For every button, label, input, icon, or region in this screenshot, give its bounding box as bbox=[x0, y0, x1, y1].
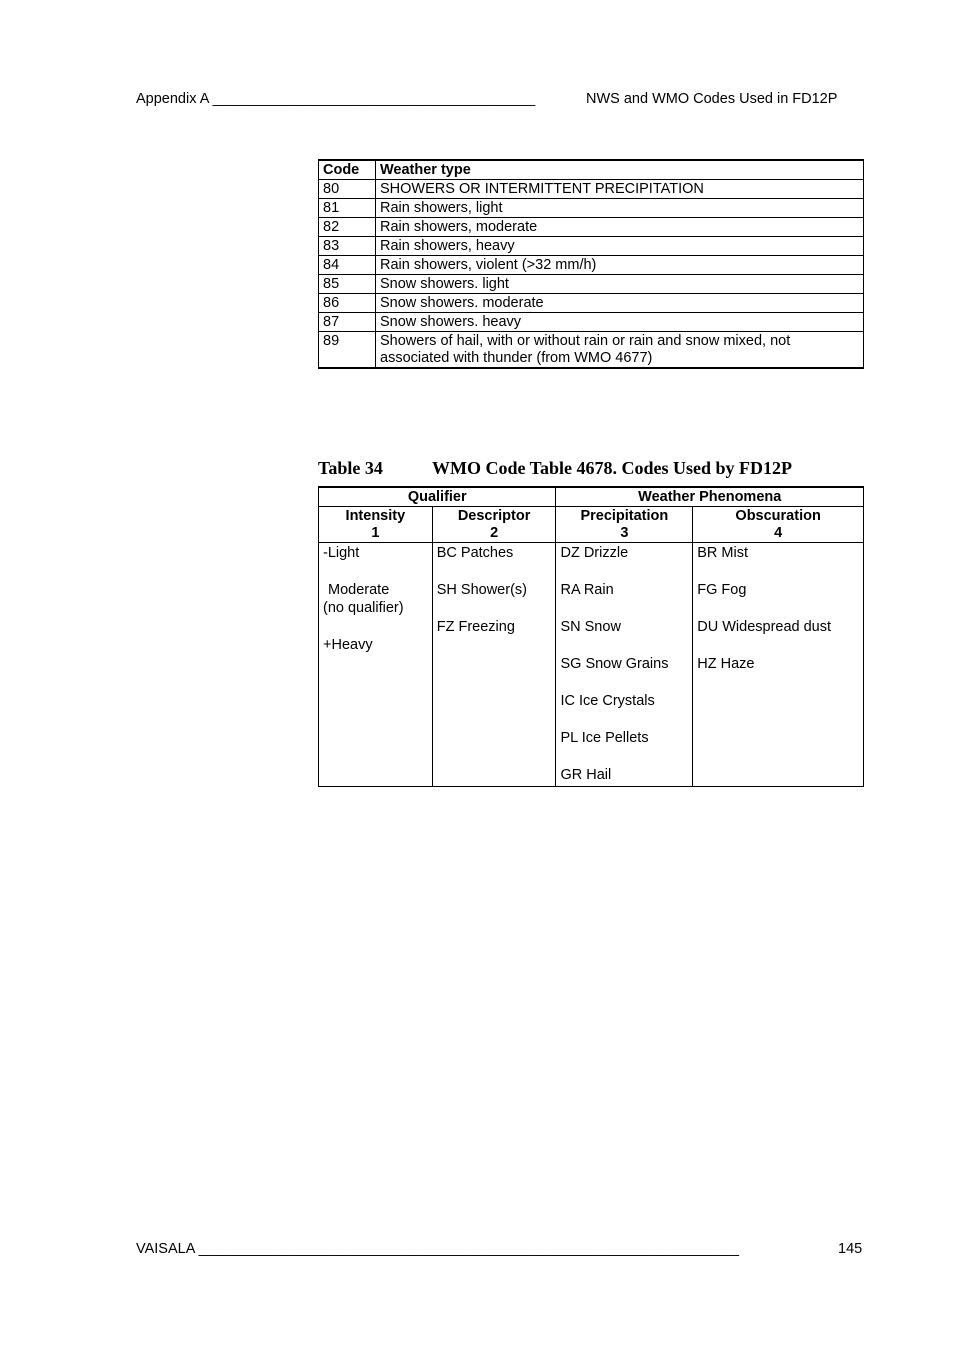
page-header-left: Appendix A ________________________________________ bbox=[136, 91, 536, 107]
list-item: SG Snow Grains bbox=[560, 656, 669, 672]
table-row bbox=[319, 180, 864, 199]
list-item-line: Moderate bbox=[328, 582, 390, 598]
code-cell: 87 bbox=[319, 313, 376, 332]
table-row bbox=[319, 237, 864, 256]
page-footer-left: VAISALA ___________________________________________________________________ bbox=[136, 1241, 739, 1257]
weather-type-cell: Rain showers, moderate bbox=[376, 218, 864, 237]
list-item: SN Snow bbox=[560, 619, 621, 635]
list-item: FG Fog bbox=[697, 582, 747, 598]
weather-codes-table bbox=[318, 159, 864, 369]
column-header-intensity bbox=[319, 507, 433, 543]
column-header-obscuration bbox=[693, 507, 864, 543]
code-cell: 86 bbox=[319, 294, 376, 313]
column-number: 2 bbox=[490, 525, 499, 541]
column-header-code: Code bbox=[319, 160, 376, 180]
column-number: 1 bbox=[371, 525, 380, 541]
intensity-cell bbox=[319, 543, 433, 787]
list-item: GR Hail bbox=[560, 767, 612, 783]
group-header-weather-phenomena: Weather Phenomena bbox=[556, 487, 864, 507]
list-item: RA Rain bbox=[560, 582, 614, 598]
table-row bbox=[319, 294, 864, 313]
list-item bbox=[323, 581, 428, 617]
code-cell: 89 bbox=[319, 332, 376, 369]
code-cell: 82 bbox=[319, 218, 376, 237]
code-cell: 81 bbox=[319, 199, 376, 218]
list-item: IC Ice Crystals bbox=[560, 693, 655, 709]
table-caption bbox=[318, 458, 793, 479]
code-cell: 84 bbox=[319, 256, 376, 275]
column-number: 4 bbox=[774, 525, 783, 541]
code-cell: 80 bbox=[319, 180, 376, 199]
weather-type-cell: Rain showers, light bbox=[376, 199, 864, 218]
list-item-line: (no qualifier) bbox=[323, 600, 404, 616]
page-header-right: NWS and WMO Codes Used in FD12P bbox=[586, 91, 838, 107]
code-cell: 85 bbox=[319, 275, 376, 294]
table-number: Table 34 bbox=[318, 458, 383, 478]
precipitation-cell bbox=[556, 543, 693, 787]
list-item: SH Shower(s) bbox=[436, 582, 527, 598]
weather-type-cell: Snow showers. moderate bbox=[376, 294, 864, 313]
column-header-descriptor bbox=[432, 507, 556, 543]
list-item: PL Ice Pellets bbox=[560, 730, 649, 746]
weather-type-cell: Snow showers. light bbox=[376, 275, 864, 294]
column-header-precipitation bbox=[556, 507, 693, 543]
column-number: 3 bbox=[620, 525, 629, 541]
column-header-row bbox=[319, 507, 864, 543]
table-row bbox=[319, 256, 864, 275]
obscuration-cell bbox=[693, 543, 864, 787]
table-header-row bbox=[319, 160, 864, 180]
column-name: Obscuration bbox=[735, 508, 821, 524]
table-row bbox=[319, 275, 864, 294]
weather-type-cell: SHOWERS OR INTERMITTENT PRECIPITATION bbox=[376, 180, 864, 199]
list-item: +Heavy bbox=[323, 637, 373, 653]
table-row bbox=[319, 313, 864, 332]
table-row bbox=[319, 543, 864, 787]
list-item: HZ Haze bbox=[697, 656, 755, 672]
group-header-qualifier: Qualifier bbox=[319, 487, 556, 507]
weather-type-cell: Rain showers, violent (>32 mm/h) bbox=[376, 256, 864, 275]
list-item: FZ Freezing bbox=[436, 619, 515, 635]
list-item: DU Widespread dust bbox=[697, 619, 832, 635]
list-item: DZ Drizzle bbox=[560, 545, 629, 561]
code-cell: 83 bbox=[319, 237, 376, 256]
column-name: Descriptor bbox=[457, 508, 531, 524]
descriptor-cell bbox=[432, 543, 556, 787]
table-row bbox=[319, 218, 864, 237]
group-header-row bbox=[319, 487, 864, 507]
list-item: BR Mist bbox=[697, 545, 748, 561]
table-title: WMO Code Table 4678. Codes Used by FD12P bbox=[432, 458, 793, 478]
weather-type-cell: Rain showers, heavy bbox=[376, 237, 864, 256]
table-row bbox=[319, 199, 864, 218]
column-name: Precipitation bbox=[580, 508, 669, 524]
column-name: Intensity bbox=[345, 508, 406, 524]
weather-type-cell: Showers of hail, with or without rain or rain and snow mixed, not associated with thunder (from WMO 4677) bbox=[376, 332, 864, 369]
wmo-code-table bbox=[318, 486, 864, 787]
table-row bbox=[319, 332, 864, 369]
list-item: BC Patches bbox=[436, 545, 514, 561]
column-header-weather-type: Weather type bbox=[376, 160, 864, 180]
list-item: -Light bbox=[323, 545, 360, 561]
weather-type-cell: Snow showers. heavy bbox=[376, 313, 864, 332]
page-number: 145 bbox=[838, 1241, 863, 1257]
